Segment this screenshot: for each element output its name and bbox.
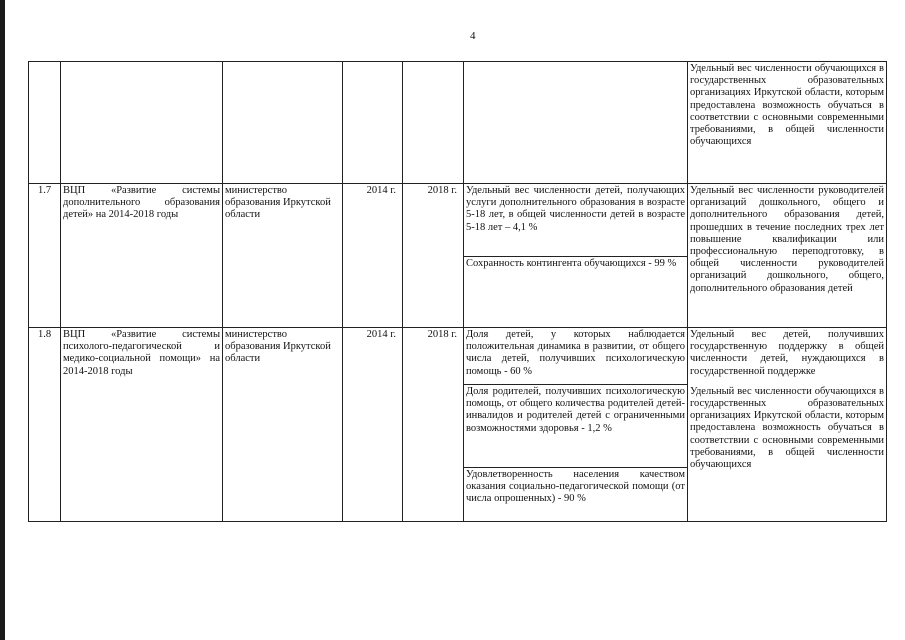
row-number: 1.8 [29, 328, 61, 522]
table-row [29, 184, 887, 328]
program-name: ВЦП «Развитие системы дополнительного образования детей» на 2014-2018 годы [61, 184, 223, 328]
indicator-item: Удельный вес численности детей, получающих услуги дополнительного образования в возрасте 5-18 лет, в общей численности детей в возрасте 5-18 лет – 4,1 % [464, 184, 687, 257]
indicator-item: Сохранность контингента обучающихся - 99 % [466, 258, 677, 269]
target-cell [688, 328, 887, 522]
table-row [29, 62, 887, 184]
indicator-cell [464, 328, 688, 522]
target-item: Удельный вес численности обучающихся в государственных образовательных организациях Иркутской области, которым предоставлена возможность обучаться в соответствии с основными современными требованиями, в общей численности обучающихся [690, 385, 884, 471]
indicator-cell [464, 62, 688, 184]
end-year: 2018 г. [403, 184, 464, 328]
start-year: 2014 г. [343, 328, 403, 522]
ministry-name: министерство образования Иркутской области [223, 184, 343, 328]
indicator-item: Доля детей, у которых наблюдается положительная динамика в развитии, от общего числа детей, получивших психологическую помощь - 60 % [464, 328, 687, 385]
indicator-cell [464, 184, 688, 328]
program-table [28, 61, 887, 522]
row-number: 1.7 [29, 184, 61, 328]
ministry-name: министерство образования Иркутской области [223, 328, 343, 522]
ministry-name [223, 62, 343, 184]
row-number [29, 62, 61, 184]
program-name: ВЦП «Развитие системы психолого-педагогической и медико-социальной помощи» на 2014-2018 годы [61, 328, 223, 522]
scan-edge-bar [0, 0, 5, 640]
start-year: 2014 г. [343, 184, 403, 328]
target-cell: Удельный вес численности руководителей организаций дошкольного, общего и дополнительного образования детей, прошедших в течение последних трех лет повышение квалификации или профессиональную переподготовку, в общей численности руководителей организаций дошкольного, общего, дополнительного образования детей [688, 184, 887, 328]
target-cell: Удельный вес численности обучающихся в государственных образовательных организациях Иркутской области, которым предоставлена возможность обучаться в соответствии с основными современными требованиями, в общей численности обучающихся [688, 62, 887, 184]
end-year: 2018 г. [403, 328, 464, 522]
target-item: Удельный вес детей, получивших государственную поддержку в общей численности детей, нуждающихся в государственной поддержке [690, 329, 884, 377]
program-name [61, 62, 223, 184]
end-year [403, 62, 464, 184]
indicator-item: Удовлетворенность населения качеством оказания социально-педагогической помощи (от числа опрошенных) - 90 % [466, 469, 685, 505]
page-number: 4 [470, 30, 476, 42]
start-year [343, 62, 403, 184]
table-row [29, 328, 887, 522]
indicator-item: Доля родителей, получивших психологическую помощь, от общего количества родителей детей-инвалидов и родителей детей с ограниченными возможностями здоровья - 1,2 % [464, 385, 687, 468]
